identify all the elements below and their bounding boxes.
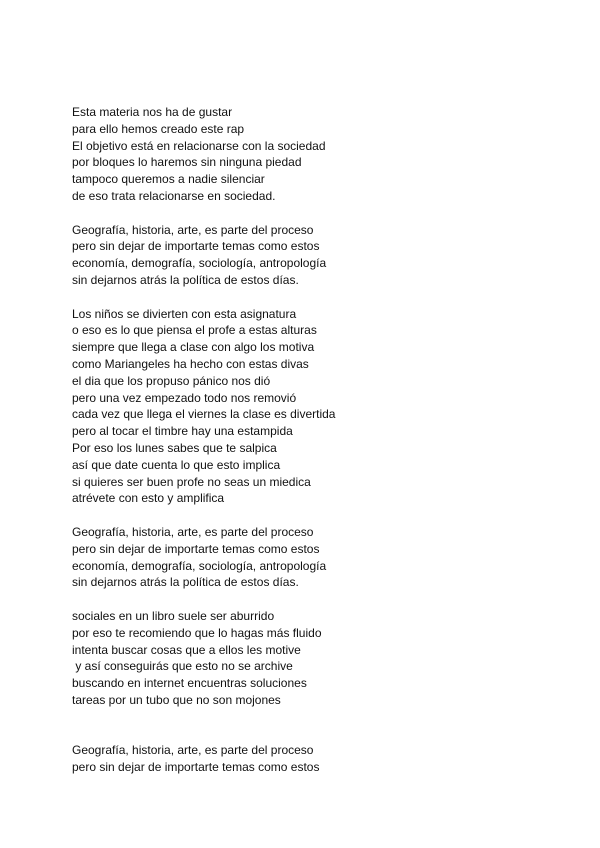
lyric-line: economía, demografía, sociología, antropología	[72, 558, 327, 573]
lyric-line: El objetivo está en relacionarse con la sociedad	[72, 138, 326, 153]
stanza-verse-2	[72, 608, 552, 709]
lyric-line: pero sin dejar de importarte temas como estos	[72, 760, 320, 775]
lyric-line: cada vez que llega el viernes la clase es divertida	[72, 407, 336, 422]
lyric-line: por eso te recomiendo que lo hagas más fluido	[72, 625, 322, 640]
lyric-line: sociales en un libro suele ser aburrido	[72, 608, 275, 623]
lyric-line: pero sin dejar de importarte temas como estos	[72, 239, 320, 254]
lyric-line: sin dejarnos atrás la política de estos días.	[72, 575, 299, 590]
lyric-line: Geografía, historia, arte, es parte del proceso	[72, 524, 314, 539]
lyric-line: siempre que llega a clase con algo los motiva	[72, 340, 315, 355]
lyric-line: de eso trata relacionarse en sociedad.	[72, 188, 276, 203]
stanza-chorus	[72, 524, 552, 591]
lyric-line: Esta materia nos ha de gustar	[72, 105, 233, 119]
lyric-line: el dia que los propuso pánico nos dió	[72, 373, 271, 388]
lyrics-body	[72, 104, 552, 793]
stanza-verse-1	[72, 306, 552, 508]
lyric-line: Geografía, historia, arte, es parte del proceso	[72, 743, 314, 758]
lyric-line: atrévete con esto y amplifica	[72, 491, 225, 506]
stanza-chorus	[72, 222, 552, 289]
lyric-line: pero al tocar el timbre hay una estampida	[72, 424, 293, 439]
lyric-line: para ello hemos creado este rap	[72, 121, 245, 136]
lyric-line: o eso es lo que piensa el profe a estas alturas	[72, 323, 317, 338]
lyric-line: tampoco queremos a nadie silenciar	[72, 172, 265, 187]
lyric-line: Los niños se divierten con esta asignatura	[72, 306, 297, 321]
lyric-line: Por eso los lunes sabes que te salpica	[72, 440, 277, 455]
lyric-line: sin dejarnos atrás la política de estos días.	[72, 272, 299, 287]
lyric-line: intenta buscar cosas que a ellos les motive	[72, 642, 301, 657]
lyric-line: como Mariangeles ha hecho con estas divas	[72, 356, 309, 371]
lyric-line: pero una vez empezado todo nos removió	[72, 390, 297, 405]
lyric-line: economía, demografía, sociología, antropología	[72, 256, 327, 271]
lyric-line: así que date cuenta lo que esto implica	[72, 457, 281, 472]
lyric-line: si quieres ser buen profe no seas un miedica	[72, 474, 311, 489]
lyric-line: Geografía, historia, arte, es parte del proceso	[72, 222, 314, 237]
lyric-line: por bloques lo haremos sin ninguna piedad	[72, 155, 302, 170]
lyric-line: tareas por un tubo que no son mojones	[72, 692, 281, 707]
lyric-line: buscando en internet encuentras soluciones	[72, 676, 307, 691]
lyric-line: pero sin dejar de importarte temas como estos	[72, 541, 320, 556]
lyric-line: y así conseguirás que esto no se archive	[72, 659, 293, 674]
stanza-intro	[72, 104, 552, 205]
stanza-chorus	[72, 742, 552, 776]
